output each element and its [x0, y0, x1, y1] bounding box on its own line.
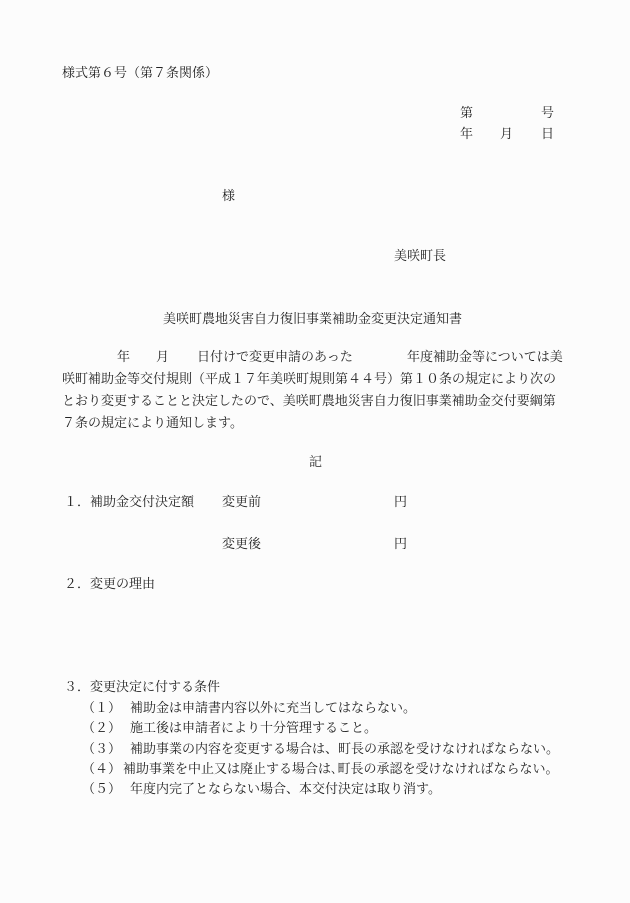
condition-number: （２）: [82, 721, 122, 736]
after-change-unit: 円: [394, 537, 408, 552]
day-label: 日: [541, 127, 555, 142]
section1-label: １．補助金交付決定額: [64, 495, 195, 510]
condition-number: （１）: [82, 701, 122, 716]
condition-number: （５）: [82, 782, 122, 797]
condition-text: 補助事業の内容を変更する場合は、町長の承認を受けなければならない。: [130, 742, 560, 757]
number-prefix: 第: [460, 106, 474, 121]
document-title: 美咲町農地災害自力復旧事業補助金変更決定通知書: [163, 312, 463, 327]
body-line1-end: 年度補助金等については美: [407, 350, 563, 365]
body-year-label: 年: [117, 350, 131, 365]
before-change-unit: 円: [394, 495, 408, 510]
body-line2: 咲町補助金等交付規則（平成１７年美咲町規則第４４号）第１０条の規定により次の: [62, 372, 557, 387]
section3-label: ３．変更決定に付する条件: [64, 680, 221, 695]
ki-heading: 記: [309, 455, 323, 470]
body-line1-text: 日付けで変更申請のあった: [197, 350, 353, 365]
form-number: 様式第６号（第７条関係）: [62, 66, 219, 81]
number-suffix: 号: [541, 106, 555, 121]
before-change-label: 変更前: [222, 495, 262, 510]
condition-number: （３）: [82, 742, 122, 757]
condition-text: 年度内完了とならない場合、本交付決定は取り消す。: [130, 782, 441, 797]
year-label: 年: [460, 127, 474, 142]
body-line4: ７条の規定により通知します。: [62, 416, 243, 431]
condition-number: （４）: [82, 762, 122, 777]
condition-text: 施工後は申請者により十分管理すること。: [130, 721, 378, 736]
body-month-label: 月: [156, 350, 170, 365]
condition-text: 補助事業を中止又は廃止する場合は､町長の承認を受けなければならない。: [123, 762, 559, 777]
month-label: 月: [500, 127, 514, 142]
body-line3: とおり変更することと決定したので、美咲町農地災害自力復旧事業補助金交付要綱第: [62, 394, 556, 409]
addressee-honorific: 様: [222, 189, 236, 204]
after-change-label: 変更後: [222, 537, 262, 552]
condition-text: 補助金は申請書内容以外に充当してはならない。: [130, 701, 417, 716]
sender-name: 美咲町長: [394, 249, 447, 264]
section2-label: ２．変更の理由: [64, 577, 156, 592]
